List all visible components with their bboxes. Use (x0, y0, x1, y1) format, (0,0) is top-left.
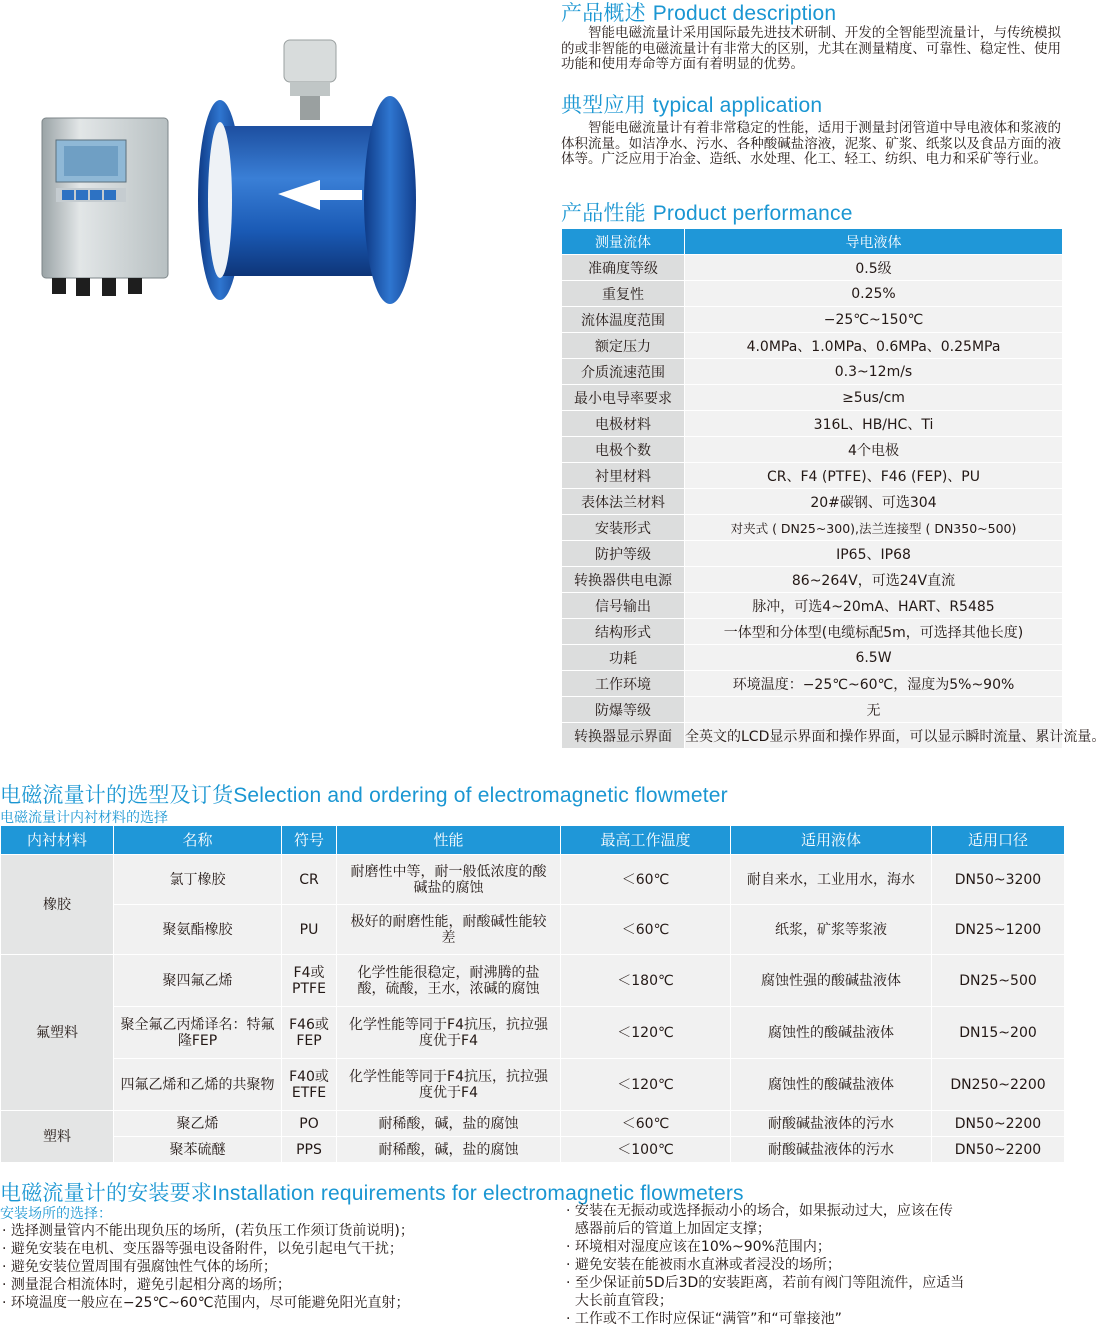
selection-subtitle: 电磁流量计内衬材料的选择 (0, 810, 168, 826)
table-cell: DN50~2200 (932, 1137, 1065, 1163)
installation-list-right (566, 1202, 964, 1328)
performance-row (562, 307, 1063, 333)
performance-value: 无 (685, 697, 1063, 723)
performance-value: 脉冲，可选4~20mA、HART、R5485 (685, 593, 1063, 619)
performance-row (562, 567, 1063, 593)
table-row (1, 905, 1065, 955)
performance-row (562, 645, 1063, 671)
table-cell: 聚苯硫醚 (114, 1137, 282, 1163)
list-item-text: 避免安装在电机、变压器等强电设备附件，以免引起电气干扰； (10, 1241, 403, 1257)
performance-value: ≥5us/cm (685, 385, 1063, 411)
table-cell: 耐磨性中等，耐一般低浓度的酸碱盐的腐蚀 (337, 855, 561, 905)
table-row (1, 1007, 1065, 1059)
performance-value: IP65、IP68 (685, 541, 1063, 567)
table-cell: PPS (282, 1137, 337, 1163)
table-cell: ＜60℃ (561, 855, 731, 905)
list-item (2, 1276, 414, 1294)
bullet-icon: · (566, 1275, 575, 1291)
table-row (1, 1059, 1065, 1111)
performance-row (562, 463, 1063, 489)
table-cell: 耐酸碱盐液体的污水 (731, 1111, 932, 1137)
table-cell: 四氟乙烯和乙烯的共聚物 (114, 1059, 282, 1111)
list-item (2, 1222, 414, 1240)
table-cell: ＜100℃ (561, 1137, 731, 1163)
table-cell: 腐蚀性强的酸碱盐液体 (731, 955, 932, 1007)
performance-key: 介质流速范围 (562, 359, 685, 385)
list-item (566, 1292, 964, 1310)
performance-value: 对夹式 ( DN25~300),法兰连接型 ( DN350~500) (685, 515, 1063, 541)
list-item (566, 1310, 964, 1328)
table-cell: F4或PTFE (282, 955, 337, 1007)
table-cell: 聚全氟乙丙烯译名：特氟隆FEP (114, 1007, 282, 1059)
table-cell: 腐蚀性的酸碱盐液体 (731, 1059, 932, 1111)
performance-row (562, 671, 1063, 697)
performance-value: 6.5W (685, 645, 1063, 671)
table-cell: ＜180℃ (561, 955, 731, 1007)
performance-row (562, 437, 1063, 463)
lining-selection-table (0, 825, 1065, 1163)
description-text: 智能电磁流量计采用国际最先进技术研制、开发的全智能型流量计，与传统模拟的或非智能的电磁流量计有非常大的区别，尤其在测量精度、可靠性、稳定性、使用功能和使用寿命等方面有着明显的优势。 (561, 25, 1061, 72)
converter-unit (42, 118, 168, 296)
performance-row (562, 541, 1063, 567)
table-cell: ＜120℃ (561, 1059, 731, 1111)
list-item-text: 工作或不工作时应保证“满管”和“可靠接池” (574, 1311, 842, 1327)
table-cell: PO (282, 1111, 337, 1137)
table-cell: 纸浆，矿浆等浆液 (731, 905, 932, 955)
selection-header-cell: 适用口径 (932, 826, 1065, 855)
performance-key: 最小电导率要求 (562, 385, 685, 411)
performance-row (562, 281, 1063, 307)
list-item-text: 测量混合相流体时，避免引起相分离的场所； (10, 1277, 291, 1293)
performance-title: 产品性能 Product performance (561, 201, 853, 225)
bullet-icon: · (2, 1259, 11, 1275)
installation-subtitle: 安装场所的选择： (0, 1206, 112, 1222)
performance-table (561, 228, 1105, 749)
table-cell: DN15~200 (932, 1007, 1065, 1059)
list-item (566, 1202, 964, 1220)
selection-header-row (1, 826, 1065, 855)
installation-list-left (2, 1222, 414, 1312)
selection-header-cell: 最高工作温度 (561, 826, 731, 855)
performance-row (562, 411, 1063, 437)
table-cell: F46或FEP (282, 1007, 337, 1059)
table-cell: 极好的耐磨性能，耐酸碱性能较差 (337, 905, 561, 955)
list-item (566, 1256, 964, 1274)
performance-key: 电极个数 (562, 437, 685, 463)
performance-key: 信号输出 (562, 593, 685, 619)
performance-key: 额定压力 (562, 333, 685, 359)
list-item-text: 环境相对湿度应该在10%~90%范围内； (574, 1239, 831, 1255)
performance-header-value: 导电液体 (685, 229, 1063, 255)
table-cell: DN25~1200 (932, 905, 1065, 955)
table-cell: 聚四氟乙烯 (114, 955, 282, 1007)
table-cell: 化学性能很稳定，耐沸腾的盐酸，硫酸，王水，浓碱的腐蚀 (337, 955, 561, 1007)
performance-key: 衬里材料 (562, 463, 685, 489)
performance-value: CR、F4 (PTFE)、F46 (FEP)、PU (685, 463, 1063, 489)
list-item-text: 避免安装在能被雨水直淋或者浸没的场所； (574, 1257, 841, 1273)
performance-value: −25℃~150℃ (685, 307, 1063, 333)
bullet-icon: · (566, 1311, 575, 1327)
selection-title: 电磁流量计的选型及订货Selection and ordering of electromagnetic flowmeter (0, 783, 728, 807)
performance-header-row (562, 229, 1063, 255)
performance-key: 工作环境 (562, 671, 685, 697)
bullet-icon: · (566, 1257, 575, 1273)
table-row (1, 955, 1065, 1007)
performance-key: 重复性 (562, 281, 685, 307)
performance-row (562, 385, 1063, 411)
bullet-icon: · (566, 1239, 575, 1255)
list-item-text: 至少保证前5D后3D的安装距离，若前有阀门等阻流件，应适当 (574, 1275, 965, 1291)
list-item (2, 1240, 414, 1258)
list-item-text: 避免安装位置周围有强腐蚀性气体的场所； (10, 1259, 277, 1275)
list-item (2, 1258, 414, 1276)
performance-key: 防爆等级 (562, 697, 685, 723)
lining-material: 橡胶 (1, 855, 114, 955)
performance-value: 86~264V，可选24V直流 (685, 567, 1063, 593)
table-cell: 耐稀酸，碱，盐的腐蚀 (337, 1137, 561, 1163)
performance-value: 316L、HB/HC、Ti (685, 411, 1063, 437)
table-cell: 耐自来水，工业用水，海水 (731, 855, 932, 905)
performance-row (562, 359, 1063, 385)
selection-header-cell: 符号 (282, 826, 337, 855)
performance-value: 4.0MPa、1.0MPa、0.6MPa、0.25MPa (685, 333, 1063, 359)
performance-value: 0.5级 (685, 255, 1063, 281)
bullet-icon (566, 1221, 575, 1237)
performance-key: 表体法兰材料 (562, 489, 685, 515)
table-cell: PU (282, 905, 337, 955)
performance-row (562, 593, 1063, 619)
table-cell: ＜60℃ (561, 1111, 731, 1137)
list-item-text: 大长前直管段； (574, 1293, 673, 1309)
selection-header-cell: 内衬材料 (1, 826, 114, 855)
table-cell: ＜120℃ (561, 1007, 731, 1059)
table-cell: 聚氨酯橡胶 (114, 905, 282, 955)
lining-material: 塑料 (1, 1111, 114, 1163)
performance-key: 安装形式 (562, 515, 685, 541)
bullet-icon: · (2, 1241, 11, 1257)
table-cell: 化学性能等同于F4抗压，抗拉强度优于F4 (337, 1007, 561, 1059)
product-image (20, 40, 450, 340)
list-item (566, 1220, 964, 1238)
performance-row (562, 619, 1063, 645)
performance-header-key: 测量流体 (562, 229, 685, 255)
performance-row (562, 255, 1063, 281)
table-cell: 耐酸碱盐液体的污水 (731, 1137, 932, 1163)
table-cell: 化学性能等同于F4抗压，抗拉强度优于F4 (337, 1059, 561, 1111)
performance-key: 转换器供电电源 (562, 567, 685, 593)
table-row (1, 1137, 1065, 1163)
table-cell: CR (282, 855, 337, 905)
table-cell: F40或ETFE (282, 1059, 337, 1111)
performance-key: 准确度等级 (562, 255, 685, 281)
selection-header-cell: 性能 (337, 826, 561, 855)
performance-key: 结构形式 (562, 619, 685, 645)
selection-header-cell: 适用液体 (731, 826, 932, 855)
table-cell: ＜60℃ (561, 905, 731, 955)
table-cell: DN25~500 (932, 955, 1065, 1007)
table-cell: DN50~2200 (932, 1111, 1065, 1137)
list-item-text: 安装在无振动或选择振动小的场合，如果振动过大，应该在传 (574, 1203, 953, 1219)
performance-key: 功耗 (562, 645, 685, 671)
lining-material: 氟塑料 (1, 955, 114, 1111)
performance-row (562, 515, 1063, 541)
performance-key: 转换器显示界面 (562, 723, 685, 749)
bullet-icon: · (566, 1203, 575, 1219)
description-title: 产品概述 Product description (561, 1, 837, 25)
performance-row (562, 723, 1063, 749)
installation-title: 电磁流量计的安装要求Installation requirements for electromagnetic flowmeters (0, 1181, 744, 1205)
table-cell: DN250~2200 (932, 1059, 1065, 1111)
application-title: 典型应用 typical application (561, 93, 823, 117)
table-cell: 聚乙烯 (114, 1111, 282, 1137)
list-item-text: 环境温度一般应在−25℃~60℃范围内，尽可能避免阳光直射； (10, 1295, 410, 1311)
flowmeter-sensor (198, 40, 416, 304)
table-row (1, 855, 1065, 905)
list-item (566, 1274, 964, 1292)
performance-row (562, 697, 1063, 723)
selection-header-cell: 名称 (114, 826, 282, 855)
list-item (566, 1238, 964, 1256)
bullet-icon (566, 1293, 575, 1309)
table-cell: 耐稀酸，碱，盐的腐蚀 (337, 1111, 561, 1137)
list-item-text: 选择测量管内不能出现负压的场所，(若负压工作须订货前说明)； (10, 1223, 414, 1239)
performance-key: 防护等级 (562, 541, 685, 567)
performance-value: 0.25% (685, 281, 1063, 307)
table-cell: DN50~3200 (932, 855, 1065, 905)
performance-key: 流体温度范围 (562, 307, 685, 333)
performance-row (562, 489, 1063, 515)
application-text: 智能电磁流量计有着非常稳定的性能，适用于测量封闭管道中导电液体和浆液的体积流量。如洁净水、污水、各种酸碱盐溶液，泥浆、矿浆、纸浆以及食品方面的液体等。广泛应用于冶金、造纸、水处理、化工、轻工、纺织、电力和采矿等行业。 (561, 120, 1061, 167)
list-item-text: 感器前后的管道上加固定支撑； (574, 1221, 771, 1237)
table-cell: 腐蚀性的酸碱盐液体 (731, 1007, 932, 1059)
performance-row (562, 333, 1063, 359)
performance-value: 环境温度：−25℃~60℃，湿度为5%~90% (685, 671, 1063, 697)
performance-value: 0.3~12m/s (685, 359, 1063, 385)
bullet-icon: · (2, 1223, 11, 1239)
table-cell: 氯丁橡胶 (114, 855, 282, 905)
performance-value: 全英文的LCD显示界面和操作界面，可以显示瞬时流量、累计流量。 (685, 723, 1063, 749)
bullet-icon: · (2, 1277, 11, 1293)
performance-value: 20#碳钢、可选304 (685, 489, 1063, 515)
performance-value: 一体型和分体型(电缆标配5m，可选择其他长度) (685, 619, 1063, 645)
list-item (2, 1294, 414, 1312)
table-row (1, 1111, 1065, 1137)
performance-key: 电极材料 (562, 411, 685, 437)
performance-value: 4个电极 (685, 437, 1063, 463)
bullet-icon: · (2, 1295, 11, 1311)
